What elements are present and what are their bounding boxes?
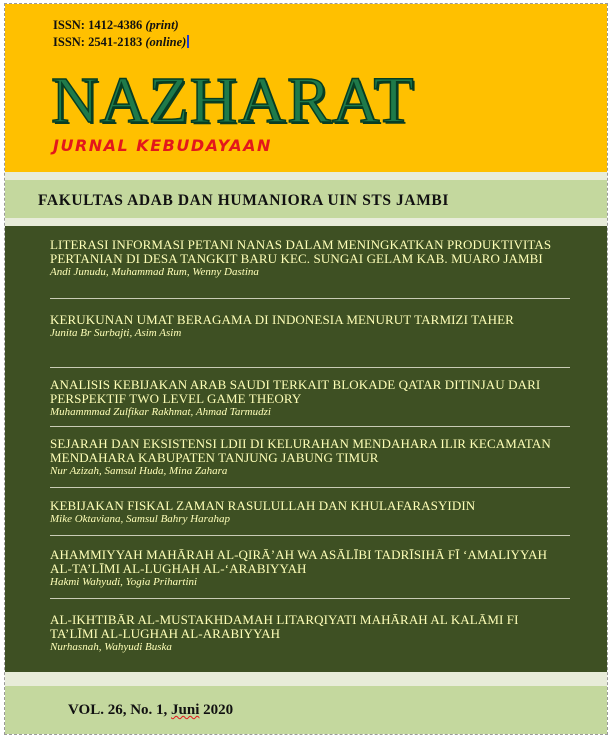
article-title: LITERASI INFORMASI PETANI NANAS DALAM MENINGKATKAN PRODUKTIVITAS PERTANIAN DI DESA TANGKIT BARU KEC. SUNGAI GELAM KAB. MUARO JAMBI bbox=[50, 237, 552, 266]
article-4 bbox=[50, 437, 555, 478]
text-cursor bbox=[187, 35, 189, 48]
article-title: SEJARAH DAN EKSISTENSI LDII DI KELURAHAN MENDAHARA ILIR KECAMATAN MENDAHARA KABUPATEN TANJUNG JABUNG TIMUR bbox=[50, 436, 551, 465]
journal-cover bbox=[4, 3, 608, 735]
divider bbox=[5, 172, 607, 180]
article-divider bbox=[50, 535, 570, 536]
article-authors: Junita Br Surbajti, Asim Asim bbox=[50, 327, 182, 339]
journal-title: NAZHARAT bbox=[51, 64, 415, 137]
article-6 bbox=[50, 548, 555, 589]
article-authors: Hakmi Wahyudi, Yogia Prihartini bbox=[50, 576, 198, 588]
article-authors: Nurhasnah, Wahyudi Buska bbox=[50, 641, 172, 653]
article-7 bbox=[50, 613, 555, 654]
article-divider bbox=[50, 426, 570, 427]
article-title: KEBIJAKAN FISKAL ZAMAN RASULULLAH DAN KHULAFARASYIDIN bbox=[50, 498, 476, 513]
article-divider bbox=[50, 487, 570, 488]
article-title: KERUKUNAN UMAT BERAGAMA DI INDONESIA MENURUT TARMIZI TAHER bbox=[50, 312, 514, 327]
article-authors: Muhammmad Zulfikar Rakhmat, Ahmad Tarmudzi bbox=[50, 406, 271, 418]
article-divider bbox=[50, 298, 570, 299]
journal-subtitle: JURNAL KEBUDAYAAN bbox=[53, 136, 272, 155]
article-divider bbox=[50, 598, 570, 599]
issn-print: ISSN: 1412-4386 (print) bbox=[53, 18, 179, 32]
volume-info: VOL. 26, No. 1, Juni 2020 bbox=[68, 702, 234, 718]
article-title: ANALISIS KEBIJAKAN ARAB SAUDI TERKAIT BLOKADE QATAR DITINJAU DARI PERSPEKTIF TWO LEVEL GAME THEORY bbox=[50, 377, 541, 406]
faculty-name: FAKULTAS ADAB DAN HUMANIORA UIN STS JAMBI bbox=[38, 192, 450, 209]
divider bbox=[5, 672, 607, 686]
issn-online: ISSN: 2541-2183 (online) bbox=[53, 35, 189, 50]
article-1 bbox=[50, 238, 555, 279]
article-divider bbox=[50, 367, 570, 368]
article-authors: Andi Junudu, Muhammad Rum, Wenny Dastina bbox=[50, 266, 259, 278]
article-2 bbox=[50, 313, 555, 340]
article-title: AL-IKHTIBĀR AL-MUSTAKHDAMAH LITARQIYATI MAHĀRAH AL KALĀMI FI TA’LĪMI AL-LUGHAH AL-ARABIYYAH bbox=[50, 612, 519, 641]
article-3 bbox=[50, 378, 555, 419]
article-authors: Mike Oktaviana, Samsul Bahry Harahap bbox=[50, 513, 230, 525]
article-authors: Nur Azizah, Samsul Huda, Mina Zahara bbox=[50, 465, 228, 477]
article-title: AHAMMIYYAH MAHĀRAH AL-QIRĀ’AH WA ASĀLĪBI TADRĪSIHĀ FĪ ‘AMALIYYAH AL-TA’LĪMI AL-LUGHAH AL-‘ARABIYYAH bbox=[50, 547, 548, 576]
article-5 bbox=[50, 499, 555, 526]
divider bbox=[5, 218, 607, 226]
